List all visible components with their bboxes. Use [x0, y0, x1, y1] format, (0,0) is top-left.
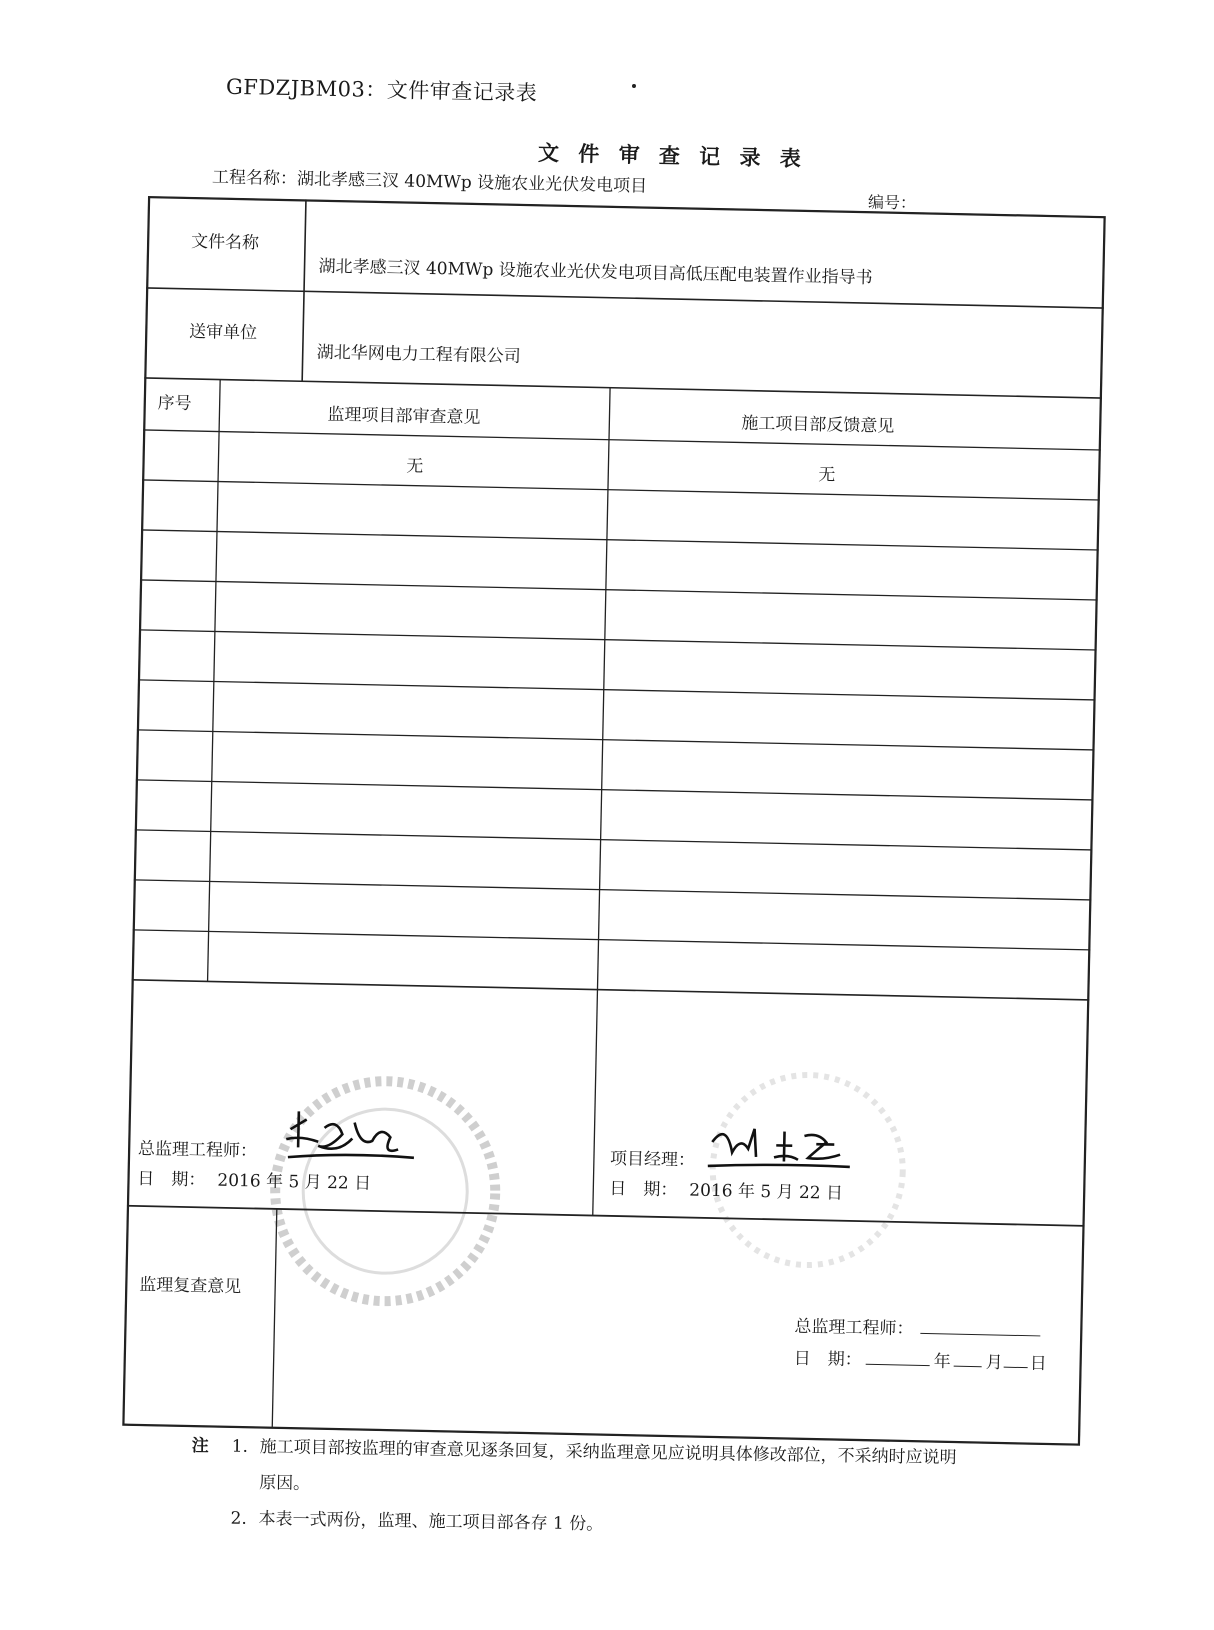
notes-mark: 注 — [191, 1435, 209, 1457]
note-text: 本表一式两份，监理、施工项目部各存 1 份。 — [258, 1509, 604, 1535]
review-form — [122, 196, 1106, 1446]
submit-unit-value: 湖北华网电力工程有限公司 — [316, 342, 521, 367]
recheck-year: 年 — [933, 1351, 951, 1373]
outer-border — [123, 197, 1105, 1445]
note-continuation: 原因。 — [258, 1473, 311, 1494]
recheck-month: 月 — [985, 1352, 1003, 1374]
submit-unit-label: 送审单位 — [188, 321, 258, 344]
row1-supervision-opinion: 无 — [406, 456, 424, 477]
row1-construction-feedback: 无 — [818, 465, 836, 486]
supervision-role-label: 总监理工程师： — [137, 1139, 258, 1162]
supervision-date-label: 日 期： — [137, 1168, 206, 1191]
supervision-date-value: 2016 年 5 月 22 日 — [217, 1170, 372, 1194]
speck-dot — [632, 84, 636, 88]
number-label: 编号： — [867, 192, 917, 213]
form-code: GFDZJBM03：文件审查记录表 — [225, 74, 538, 106]
header-construction-feedback: 施工项目部反馈意见 — [741, 413, 895, 437]
construction-date-value: 2016 年 5 月 22 日 — [689, 1180, 844, 1204]
doc-name-value: 湖北孝感三汊 40MWp 设施农业光伏发电项目高低压配电装置作业指导书 — [318, 256, 873, 289]
construction-date-label: 日 期： — [609, 1178, 678, 1201]
note-number: 1. — [231, 1436, 249, 1457]
note-number: 2. — [230, 1508, 247, 1529]
header-supervision-opinion: 监理项目部审查意见 — [327, 404, 481, 429]
recheck-role-label: 总监理工程师： — [794, 1316, 914, 1340]
project-name-line: 工程名称：湖北孝感三汊 40MWp 设施农业光伏发电项目 — [211, 167, 648, 197]
header-seq: 序号 — [157, 393, 192, 414]
recheck-day: 日 — [1029, 1353, 1047, 1375]
notes — [190, 1428, 1132, 1551]
note-text: 施工项目部按监理的审查意见逐条回复，采纳监理意见应说明具体修改部位，不采纳时应说明 — [259, 1437, 957, 1469]
form-grid — [122, 196, 1106, 1446]
recheck-label: 监理复查意见 — [138, 1275, 242, 1298]
signature-construction — [708, 1128, 851, 1169]
construction-role-label: 项目经理： — [609, 1148, 696, 1171]
form-title: 文 件 审 查 记 录 表 — [537, 139, 808, 172]
stamp-construction — [711, 1073, 905, 1267]
recheck-date-label: 日 期： — [793, 1348, 862, 1371]
doc-name-label: 文件名称 — [190, 231, 260, 254]
